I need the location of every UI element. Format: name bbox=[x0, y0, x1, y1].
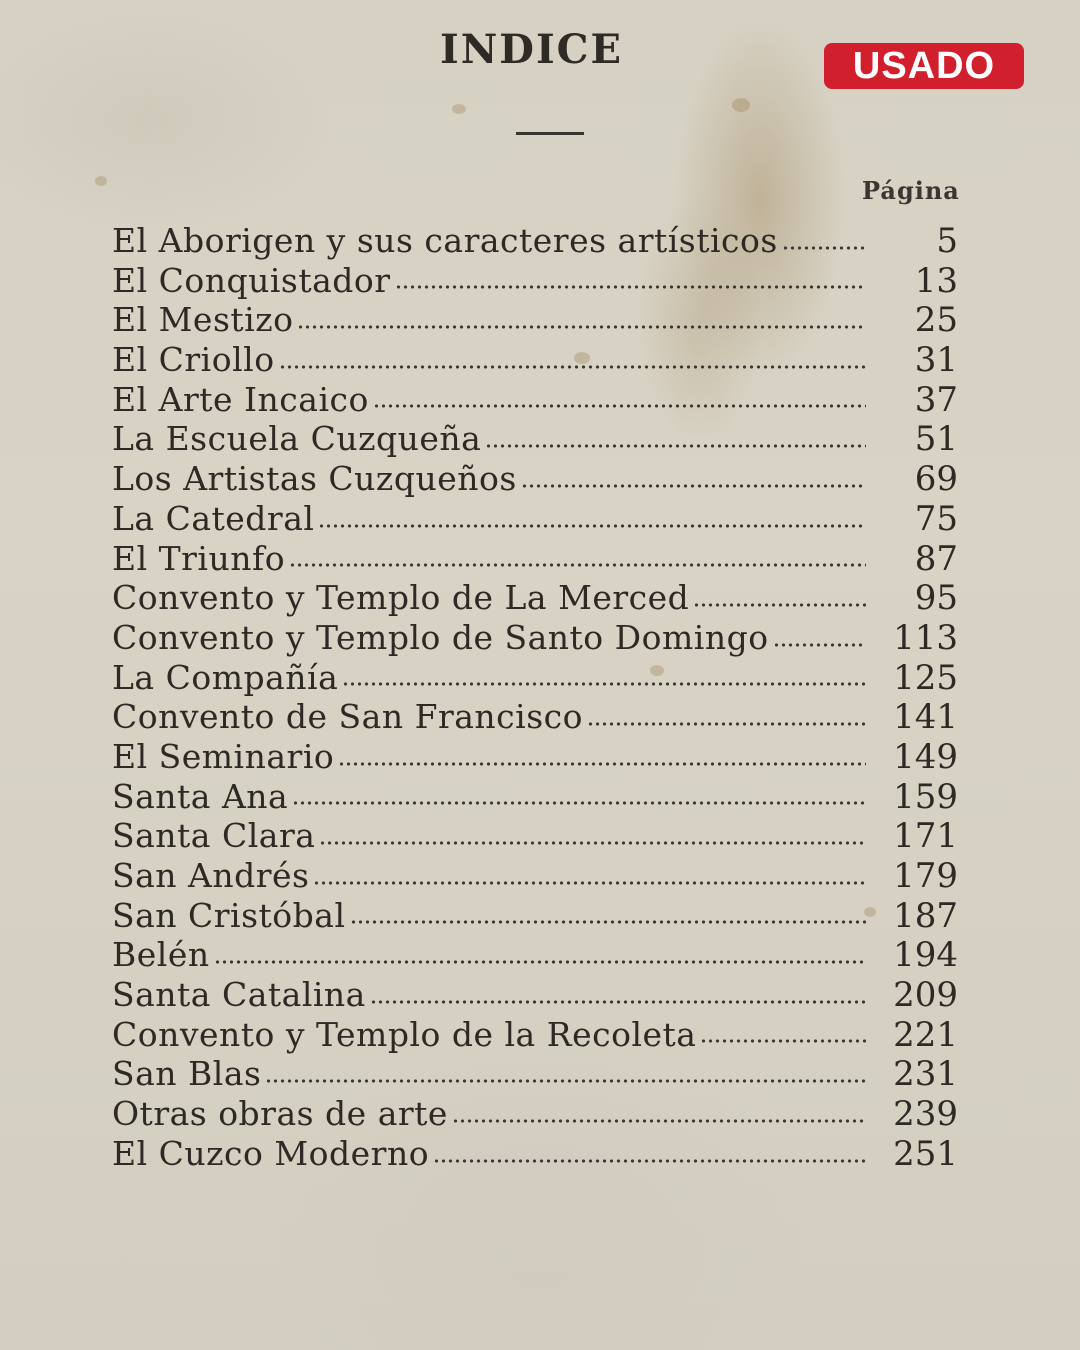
toc-entry bbox=[112, 896, 962, 936]
toc-entry-page-number: 194 bbox=[893, 935, 958, 976]
dot-leader bbox=[292, 800, 866, 806]
dot-leader bbox=[370, 999, 866, 1005]
dot-leader bbox=[289, 562, 866, 568]
toc-entry-title: El Triunfo bbox=[112, 538, 286, 578]
toc-entry-title: San Blas bbox=[112, 1054, 262, 1094]
toc-entry-page-number: 187 bbox=[893, 895, 958, 936]
toc-entry-title: San Andrés bbox=[112, 856, 310, 895]
dot-leader bbox=[433, 1158, 866, 1164]
dot-leader bbox=[214, 959, 866, 965]
toc-entry bbox=[112, 618, 962, 658]
page-column-label: Página bbox=[862, 176, 960, 205]
toc-entry-page-number: 141 bbox=[893, 697, 958, 738]
toc-entry-title: El Seminario bbox=[112, 736, 335, 776]
toc-entry bbox=[112, 300, 962, 340]
toc-entry-page-number: 37 bbox=[914, 379, 958, 420]
toc-entry bbox=[112, 737, 962, 777]
stain-spot bbox=[95, 176, 107, 186]
toc-entry-title: Santa Catalina bbox=[112, 975, 366, 1015]
toc-entry bbox=[112, 697, 962, 737]
toc-entry-page-number: 251 bbox=[893, 1133, 958, 1174]
toc-entry-title: Convento y Templo de La Merced bbox=[112, 578, 690, 618]
dot-leader bbox=[318, 523, 866, 529]
dot-leader bbox=[313, 880, 866, 886]
toc-entry bbox=[112, 578, 962, 618]
dot-leader bbox=[395, 284, 866, 290]
toc-entry-title: Santa Ana bbox=[112, 776, 289, 816]
toc-entry bbox=[112, 539, 962, 579]
dot-leader bbox=[693, 602, 866, 608]
toc-entry-page-number: 69 bbox=[914, 459, 958, 500]
dot-leader bbox=[350, 919, 866, 925]
dot-leader bbox=[373, 403, 866, 409]
toc-entry-page-number: 125 bbox=[893, 657, 958, 698]
dot-leader bbox=[587, 721, 866, 727]
toc-entry-title: La Compañía bbox=[112, 657, 339, 697]
toc-entry-page-number: 231 bbox=[893, 1054, 958, 1095]
toc-entry-page-number: 113 bbox=[893, 617, 958, 658]
toc-entry bbox=[112, 340, 962, 380]
toc-entry bbox=[112, 935, 962, 975]
toc-entry-title: Convento y Templo de Santo Domingo bbox=[112, 617, 769, 657]
toc-entry-page-number: 149 bbox=[893, 736, 958, 777]
toc-entry bbox=[112, 777, 962, 817]
toc-entry-title: El Conquistador bbox=[112, 260, 391, 300]
toc-entry-title: El Criollo bbox=[112, 340, 275, 380]
dot-leader bbox=[342, 681, 866, 687]
toc-entry-page-number: 209 bbox=[893, 975, 958, 1016]
heading-divider bbox=[516, 132, 584, 135]
toc-entry-page-number: 239 bbox=[893, 1094, 958, 1135]
toc-entry bbox=[112, 1094, 962, 1134]
dot-leader bbox=[319, 840, 866, 846]
toc-entry-title: San Cristóbal bbox=[112, 895, 346, 935]
dot-leader bbox=[521, 483, 866, 489]
toc-entry-title: Los Artistas Cuzqueños bbox=[112, 459, 517, 499]
toc-entry-page-number: 171 bbox=[893, 816, 958, 857]
dot-leader bbox=[773, 642, 866, 648]
toc-entry-page-number: 51 bbox=[914, 419, 958, 460]
toc-entry-title: El Aborigen y sus caracteres artísticos bbox=[112, 221, 778, 260]
toc-entry-page-number: 95 bbox=[914, 578, 958, 619]
toc-entry bbox=[112, 499, 962, 539]
toc-entry bbox=[112, 221, 962, 261]
toc-entry bbox=[112, 1134, 962, 1174]
dot-leader bbox=[338, 761, 866, 767]
stain-spot bbox=[452, 104, 466, 114]
toc-entry-title: Convento de San Francisco bbox=[112, 697, 584, 737]
toc-entry-title: Otras obras de arte bbox=[112, 1094, 448, 1134]
toc-entry bbox=[112, 1015, 962, 1055]
toc-entry-page-number: 221 bbox=[893, 1014, 958, 1055]
toc-entry-page-number: 13 bbox=[914, 260, 958, 301]
dot-leader bbox=[265, 1078, 866, 1084]
used-badge: USADO bbox=[824, 43, 1024, 89]
toc-entry-title: El Mestizo bbox=[112, 300, 294, 340]
toc-entry-title: El Cuzco Moderno bbox=[112, 1133, 430, 1173]
toc-entry bbox=[112, 856, 962, 896]
toc-entry-page-number: 31 bbox=[914, 340, 958, 381]
dot-leader bbox=[452, 1118, 866, 1124]
toc-entry-title: La Escuela Cuzqueña bbox=[112, 419, 482, 459]
toc-entry-title: La Catedral bbox=[112, 498, 315, 538]
toc-entry bbox=[112, 816, 962, 856]
toc-entry bbox=[112, 975, 962, 1015]
stain-spot bbox=[732, 98, 750, 112]
toc-entry bbox=[112, 658, 962, 698]
dot-leader bbox=[700, 1038, 866, 1044]
toc-entry-page-number: 159 bbox=[893, 776, 958, 817]
table-of-contents bbox=[112, 221, 962, 1174]
toc-entry bbox=[112, 380, 962, 420]
toc-entry-title: Santa Clara bbox=[112, 816, 316, 856]
toc-entry bbox=[112, 419, 962, 459]
toc-entry bbox=[112, 261, 962, 301]
dot-leader bbox=[782, 245, 866, 251]
dot-leader bbox=[279, 364, 866, 370]
dot-leader bbox=[297, 324, 866, 330]
toc-entry-page-number: 75 bbox=[914, 498, 958, 539]
toc-entry-title: Convento y Templo de la Recoleta bbox=[112, 1014, 697, 1054]
index-heading: INDICE bbox=[440, 26, 623, 73]
toc-entry-page-number: 87 bbox=[914, 538, 958, 579]
toc-entry-page-number: 179 bbox=[893, 856, 958, 896]
toc-entry bbox=[112, 1054, 962, 1094]
toc-entry bbox=[112, 459, 962, 499]
toc-entry-page-number: 5 bbox=[936, 221, 958, 261]
toc-entry-page-number: 25 bbox=[914, 300, 958, 341]
dot-leader bbox=[485, 443, 866, 449]
toc-entry-title: Belén bbox=[112, 935, 210, 975]
toc-entry-title: El Arte Incaico bbox=[112, 379, 369, 419]
